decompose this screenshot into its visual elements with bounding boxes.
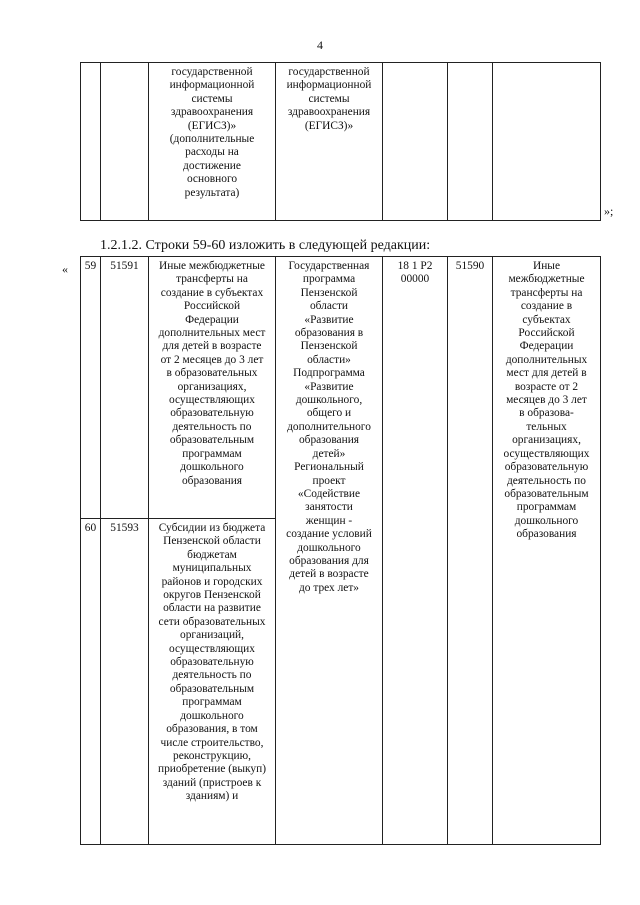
row-program: Государственная программа Пензенской области «Развитие образования в Пензенской области» Подпрограмма «Развитие дошкольного, общего и дополнительного образования детей» Региональный проект «Содействие занятости женщин - создание условий дошкольного образования для детей в возрасте до трех лет» xyxy=(276,257,383,845)
row-fed-code: 51590 xyxy=(448,257,493,845)
table-row xyxy=(81,257,601,519)
cell-code xyxy=(101,63,149,221)
row-name: Иные межбюджетные трансферты на создание в субъектах Российской Федерации дополнительных мест для детей в возрасте от 2 месяцев до 3 лет в образовательных организациях, осуществляющих образовательную деятельность по образовательным программам дошкольного образования xyxy=(149,257,276,519)
row-code: 51593 xyxy=(101,519,149,845)
cell-fed-name xyxy=(493,63,601,221)
cell-program: государственной информационной системы здравоохранения (ЕГИСЗ)» xyxy=(276,63,383,221)
row-code: 51591 xyxy=(101,257,149,519)
cell-name: государственной информационной системы здравоохранения (ЕГИСЗ)» (дополнительные расходы на достижение основного результата) xyxy=(149,63,276,221)
row-number: 59 xyxy=(81,257,101,519)
cell-fed-code xyxy=(448,63,493,221)
row-fed-name: Иные межбюджетные трансферты на создание в субъектах Российской Федерации дополнительных мест для детей в возрасте от 2 месяцев до 3 лет в образова- тельных организациях, осуществляющих образовательную деятельность по образовательным программам дошкольного образования xyxy=(493,257,601,845)
amended-rows-table xyxy=(80,256,601,845)
row-number: 60 xyxy=(81,519,101,845)
previous-table-continuation xyxy=(80,62,601,221)
closing-quote: »; xyxy=(604,204,614,218)
row-name: Субсидии из бюджета Пензенской области бюджетам муниципальных районов и городских округов Пензенской области на развитие сети образовательных организаций, осуществляющих образовательную деятельность по образовательным программам дошкольного образования, в том числе строительство, реконструкцию, приобретение (выкуп) зданий (пристроев к зданиям) и xyxy=(149,519,276,845)
section-heading: 1.2.1.2. Строки 59-60 изложить в следующей редакции: xyxy=(100,238,431,253)
table-row xyxy=(81,63,601,221)
cell-kbk xyxy=(383,63,448,221)
row-kbk: 18 1 P2 00000 xyxy=(383,257,448,845)
page-number: 4 xyxy=(317,38,323,52)
opening-quote: « xyxy=(62,262,68,276)
cell-number xyxy=(81,63,101,221)
